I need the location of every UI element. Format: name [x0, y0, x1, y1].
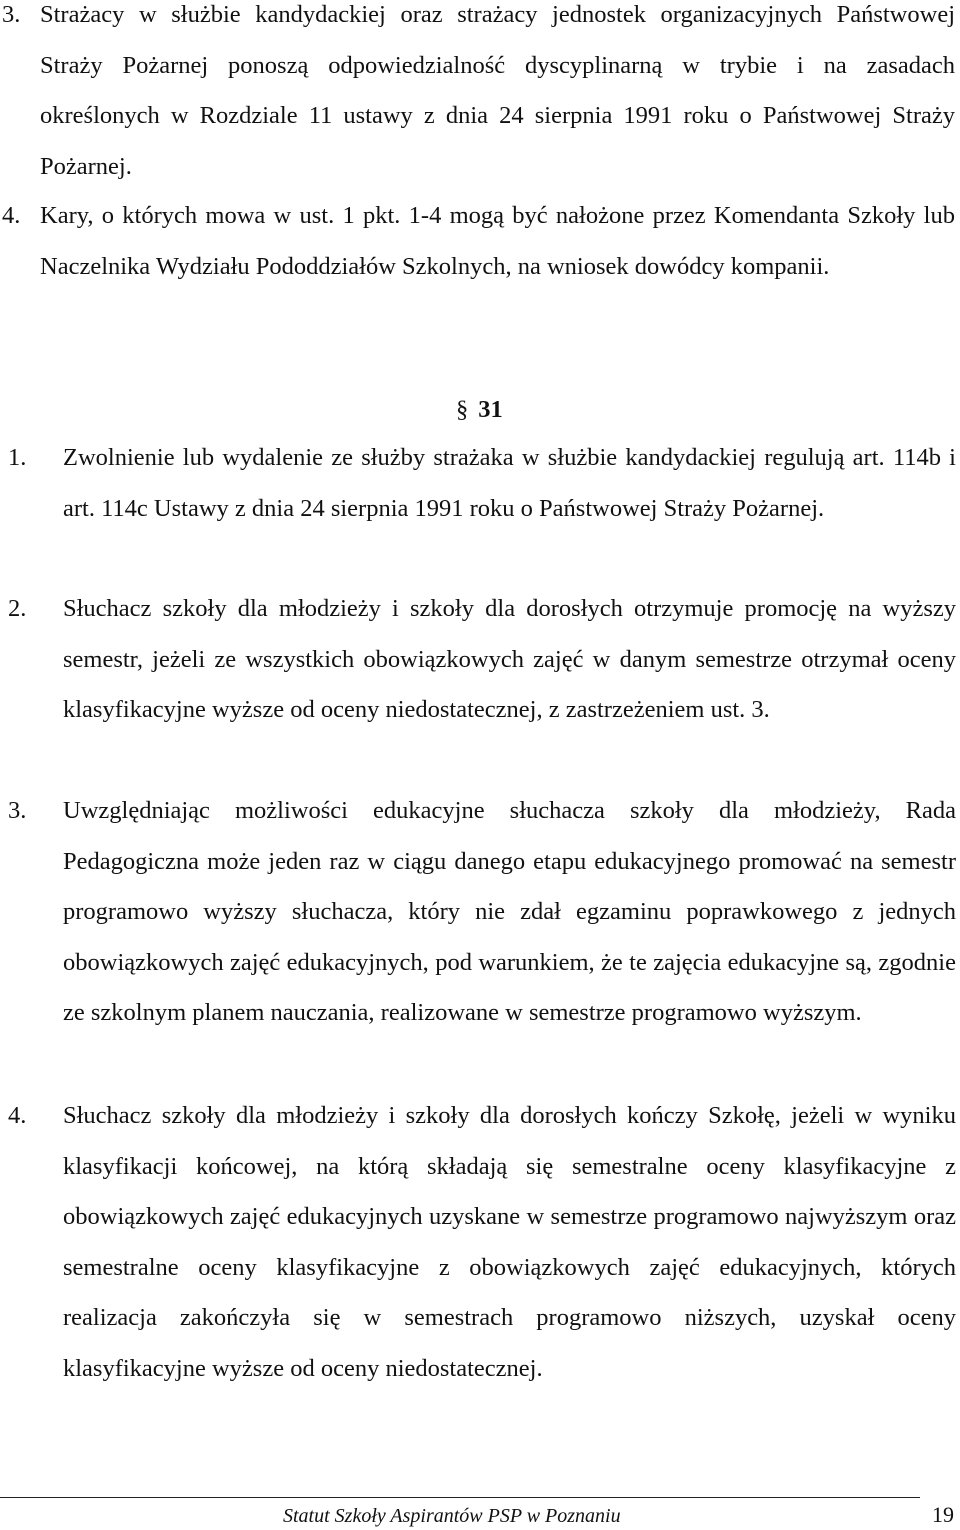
page-number: 19	[932, 1502, 954, 1527]
paragraph-number: 2.	[8, 595, 27, 622]
paragraph-text: Słuchacz szkoły dla młodzieży i szkoły dla dorosłych kończy Szkołę, jeżeli w wyniku klasyfikacji końcowej, na którą składają się semestralne oceny klasyfikacyjne z obowiązkowych zajęć edukacyjnych uzyskane w semestrze programowo najwyższym oraz semestralne oceny klasyfikacyjne z obowiązkowych zajęć edukacyjnych, których realizacja zakończyła się w semestrach programowo niższych, uzyskał oceny klasyfikacyjne wyższe od oceny niedostatecznej.	[63, 1102, 956, 1382]
section-paragraph-4	[8, 1091, 956, 1394]
paragraph-text: Słuchacz szkoły dla młodzieży i szkoły dla dorosłych otrzymuje promocję na wyższy semestr, jeżeli ze wszystkich obowiązkowych zajęć w danym semestrze otrzymał oceny klasyfikacyjne wyższe od oceny niedostatecznej, z zastrzeżeniem ust. 3.	[63, 595, 956, 723]
section-number: 31	[478, 396, 503, 423]
paragraph-text: Zwolnienie lub wydalenie ze służby strażaka w służbie kandydackiej regulują art. 114b i art. 114c Ustawy z dnia 24 sierpnia 1991 roku o Państwowej Straży Pożarnej.	[63, 444, 956, 522]
paragraph-3-top	[2, 0, 955, 192]
footer-title: Statut Szkoły Aspirantów PSP w Poznaniu	[283, 1505, 621, 1527]
footer-divider	[0, 1497, 920, 1498]
section-heading	[456, 385, 503, 435]
paragraph-text: Uwzględniając możliwości edukacyjne słuchacza szkoły dla młodzieży, Rada Pedagogiczna może jeden raz w ciągu danego etapu edukacyjnego promować na semestr programowo wyższy słuchacza, który nie zdał egzaminu poprawkowego z jednych obowiązkowych zajęć edukacyjnych, pod warunkiem, że te zajęcia edukacyjne są, zgodnie ze szkolnym planem nauczania, realizowane w semestrze programowo wyższym.	[63, 797, 956, 1026]
section-paragraph-3	[8, 786, 956, 1039]
paragraph-number: 3.	[2, 1, 21, 28]
section-paragraph-1	[8, 433, 956, 534]
paragraph-text: Strażacy w służbie kandydackiej oraz strażacy jednostek organizacyjnych Państwowej Straży Pożarnej ponoszą odpowiedzialność dyscyplinarną w trybie i na zasadach określonych w Rozdziale 11 ustawy z dnia 24 sierpnia 1991 roku o Państwowej Straży Pożarnej.	[40, 1, 955, 180]
paragraph-number: 4.	[8, 1102, 27, 1129]
paragraph-number: 1.	[8, 444, 27, 471]
paragraph-number: 4.	[2, 202, 21, 229]
paragraph-number: 3.	[8, 797, 27, 824]
paragraph-text: Kary, o których mowa w ust. 1 pkt. 1-4 mogą być nałożone przez Komendanta Szkoły lub Naczelnika Wydziału Pododdziałów Szkolnych, na wniosek dowódcy kompanii.	[40, 202, 955, 280]
section-sign: §	[456, 396, 469, 423]
paragraph-4-top	[2, 191, 955, 292]
section-paragraph-2	[8, 584, 956, 736]
